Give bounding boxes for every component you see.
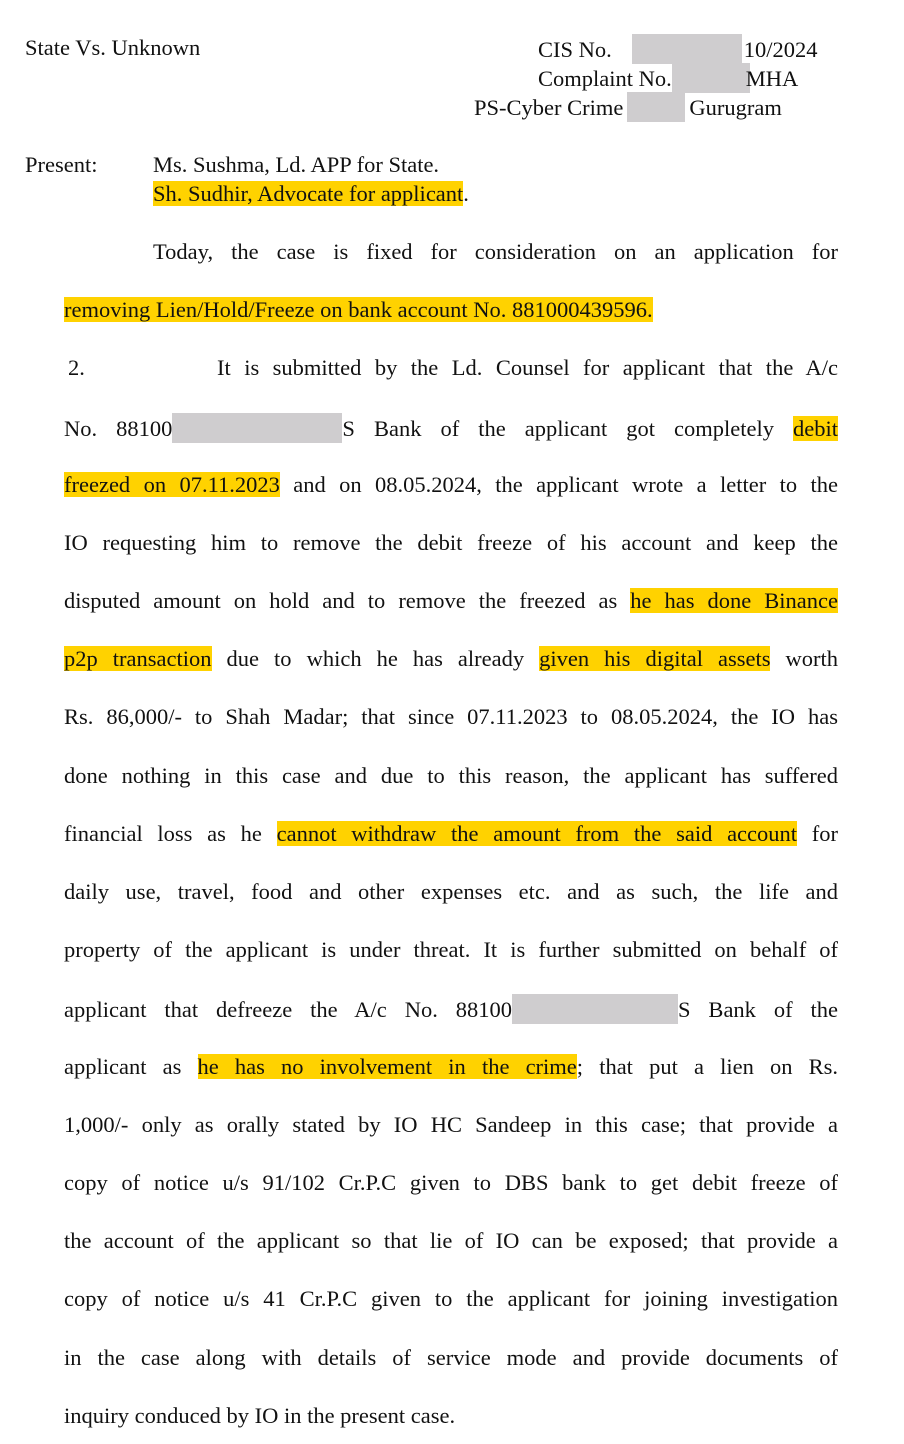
para2-line5: disputed amount on hold and to remove the freezed as he has done Binance — [64, 588, 838, 613]
para2-line7: Rs. 86,000/- to Shah Madar; that since 07.11.2023 to 08.05.2024, the IO has — [64, 704, 838, 729]
complaint-label: Complaint No. — [538, 66, 672, 91]
highlight: removing Lien/Hold/Freeze on bank account No. 881000439596. — [64, 297, 653, 322]
para2-line15: copy of notice u/s 91/102 Cr.P.C given to DBS bank to get debit freeze of — [64, 1170, 838, 1195]
case-title: State Vs. Unknown — [25, 35, 201, 60]
highlight: he has no involvement in the crime — [197, 1054, 577, 1079]
para2-line10: daily use, travel, food and other expenses etc. and as such, the life and — [64, 879, 838, 904]
para2-line6: p2p transaction due to which he has already given his digital assets worth — [64, 646, 838, 671]
complaint-number — [538, 63, 798, 93]
highlight: p2p transaction — [64, 646, 212, 671]
para2-line19: inquiry conduced by IO in the present case. — [64, 1403, 456, 1428]
para2-line1: It is submitted by the Ld. Counsel for applicant that the A/c — [217, 355, 838, 380]
ps-label: PS-Cyber Crime — [474, 95, 624, 120]
redaction-block — [632, 34, 742, 64]
cis-label: CIS No. — [538, 37, 612, 62]
highlight: freezed on 07.11.2023 — [64, 472, 280, 497]
highlight: given his digital assets — [539, 646, 771, 671]
redaction-block — [627, 92, 685, 122]
ps-suffix: Gurugram — [689, 95, 782, 120]
redaction-block — [172, 413, 342, 443]
para1-line1: Today, the case is fixed for consideration on an application for — [153, 239, 838, 264]
highlight: cannot withdraw the amount from the said account — [276, 821, 798, 846]
redaction-block — [672, 63, 750, 93]
highlight: debit — [793, 416, 839, 441]
para2-line17: copy of notice u/s 41 Cr.P.C given to the applicant for joining investigation — [64, 1286, 838, 1311]
redaction-block — [512, 994, 678, 1024]
para2-number: 2. — [68, 355, 85, 380]
present-advocate: Sh. Sudhir, Advocate for applicant. — [153, 181, 469, 206]
para2-line16: the account of the applicant so that lie of IO can be exposed; that provide a — [64, 1228, 838, 1253]
highlight: he has done Binance — [630, 588, 838, 613]
highlight: Sh. Sudhir, Advocate for applicant — [153, 181, 464, 206]
para2-line18: in the case along with details of service mode and provide documents of — [64, 1345, 838, 1370]
cis-suffix: 10/2024 — [743, 37, 818, 62]
para2-line2: No. 88100 S Bank of the applicant got completely debit — [64, 413, 838, 443]
complaint-suffix: MHA — [745, 66, 799, 91]
para2-line12: applicant that defreeze the A/c No. 88100 S Bank of the — [64, 994, 838, 1024]
police-station — [474, 92, 782, 122]
para2-line8: done nothing in this case and due to this reason, the applicant has suffered — [64, 763, 838, 788]
para2-line14: 1,000/- only as orally stated by IO HC Sandeep in this case; that provide a — [64, 1112, 838, 1137]
present-label: Present: — [25, 152, 98, 177]
para2-line3: freezed on 07.11.2023 and on 08.05.2024, the applicant wrote a letter to the — [64, 472, 838, 497]
present-app: Ms. Sushma, Ld. APP for State. — [153, 152, 440, 177]
para1-line2 — [64, 296, 653, 324]
cis-number — [538, 34, 818, 64]
para2-line4: IO requesting him to remove the debit freeze of his account and keep the — [64, 530, 838, 555]
para2-line13: applicant as he has no involvement in the crime; that put a lien on Rs. — [64, 1054, 839, 1079]
para2-line9: financial loss as he cannot withdraw the amount from the said account for — [64, 821, 839, 846]
para2-line11: property of the applicant is under threat. It is further submitted on behalf of — [64, 937, 838, 962]
